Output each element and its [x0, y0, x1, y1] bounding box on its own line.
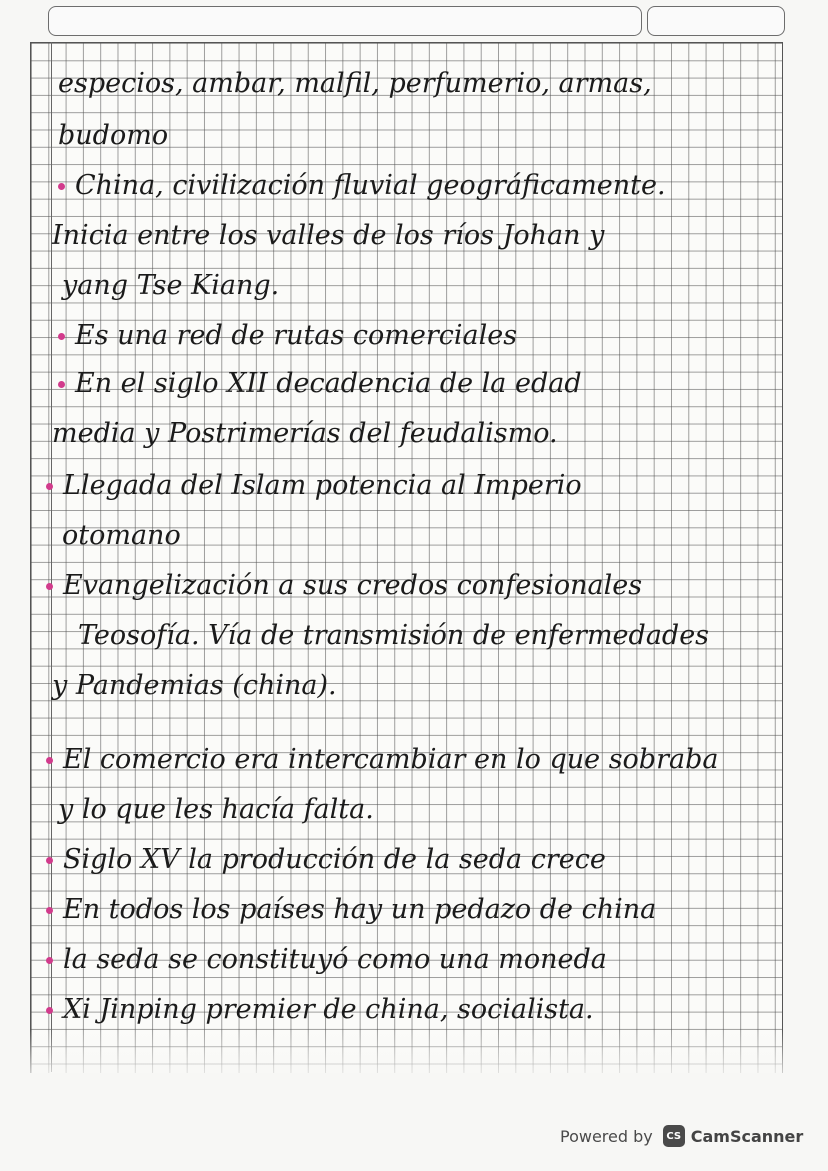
bullet-icon: [46, 1007, 53, 1014]
note-line: budomo: [58, 120, 169, 151]
note-line: Xi Jinping premier de china, socialista.: [46, 996, 594, 1023]
note-line: Teosofía. Vía de transmisión de enfermedades: [78, 620, 710, 651]
note-line: y Pandemias (china).: [52, 670, 337, 701]
note-line: China, civilización fluvial geográficamente.: [58, 172, 666, 199]
camscanner-footer: [560, 1125, 803, 1147]
note-line: El comercio era intercambiar en lo que sobraba: [46, 746, 718, 773]
note-line: media y Postrimerías del feudalismo.: [52, 418, 558, 449]
bullet-icon: [58, 381, 65, 388]
bullet-icon: [46, 583, 53, 590]
bullet-icon: [46, 483, 53, 490]
note-line: En el siglo XII decadencia de la edad: [58, 370, 582, 397]
bullet-icon: [58, 333, 65, 340]
bullet-icon: [46, 907, 53, 914]
note-line: Llegada del Islam potencia al Imperio: [46, 472, 582, 499]
note-line: yang Tse Kiang.: [62, 270, 280, 301]
note-line: la seda se constituyó como una moneda: [46, 946, 607, 973]
note-line: Evangelización a sus credos confesionales: [46, 572, 642, 599]
bullet-icon: [46, 857, 53, 864]
bullet-icon: [46, 757, 53, 764]
note-line: Es una red de rutas comerciales: [58, 322, 517, 349]
powered-by-label: Powered by: [560, 1126, 653, 1146]
page-bottom-fade: [30, 1030, 783, 1120]
header-date-box: [647, 6, 785, 36]
note-line: Inicia entre los valles de los ríos Johan y: [52, 220, 605, 251]
note-line: En todos los países hay un pedazo de china: [46, 896, 656, 923]
bullet-icon: [46, 957, 53, 964]
note-line: Siglo XV la producción de la seda crece: [46, 846, 606, 873]
bullet-icon: [58, 183, 65, 190]
note-line: otomano: [62, 520, 181, 551]
camscanner-brand: CamScanner: [690, 1126, 804, 1146]
camscanner-logo-icon: CS: [663, 1125, 685, 1147]
note-line: especios, ambar, malfil, perfumerio, armas,: [58, 68, 652, 99]
header-title-box: [48, 6, 642, 36]
note-line: y lo que les hacía falta.: [58, 794, 374, 825]
